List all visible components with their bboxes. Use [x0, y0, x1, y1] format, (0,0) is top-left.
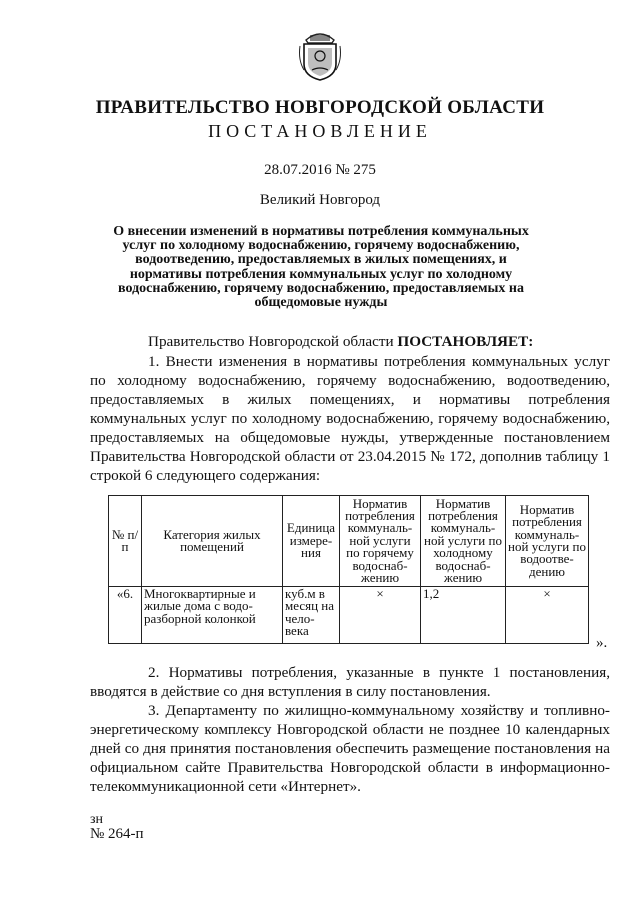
table-row	[109, 587, 589, 644]
coat-of-arms-icon	[296, 26, 344, 82]
table-header-cell: Норматив потребления коммуналь-ной услуги по холодному водоснаб-жению	[421, 496, 506, 587]
table-cell: куб.м в месяц на чело-века	[283, 587, 340, 644]
table-closing-quote: ».	[596, 635, 608, 651]
preamble-text: Правительство Новгородской области	[148, 333, 398, 350]
table-header-cell: № п/п	[109, 496, 142, 587]
table-cell: ×	[340, 587, 421, 644]
table-cell: ×	[506, 587, 589, 644]
paragraph-2: 2. Нормативы потребления, указанные в пункте 1 постановления, вводятся в действие со дня вступления в силу постановления.	[90, 664, 610, 700]
table-cell: 1,2	[421, 587, 506, 644]
table-cell: «6.	[109, 587, 142, 644]
norms-table	[108, 495, 589, 644]
preamble-resolve: ПОСТАНОВЛЯЕТ:	[397, 333, 534, 350]
city: Великий Новгород	[259, 192, 381, 208]
paragraph-1: 1. Внести изменения в нормативы потребления коммунальных услуг по холодному водоснабжению, горячему водоснабжению, водоотведению, предоставляемых в жилых помещениях, и нормативы потребления коммунальных услуг по холодному водоснабжению, горячему водоснабжению, предоставляемых на общедомовые нужды, утвержденные постановлением Правительства Новгородской области от 23.04.2015 № 172, дополнив таблицу 1 строкой 6 следующего содержания:	[90, 353, 610, 484]
footer-marker: зн	[90, 812, 104, 827]
paragraph-3: 3. Департаменту по жилищно-коммунальному хозяйству и топливно-энергетическому комплексу Новгородской области не позднее 10 календарных дней со дня принятия постановления обеспечить размещение постановления на официальном сайте Правительства Новгородской области в информационно-телекоммуникационной сети «Интернет».	[90, 702, 610, 795]
document-date-number: 28.07.2016 № 275	[264, 162, 376, 178]
preamble	[148, 332, 548, 351]
table-header-cell: Норматив потребления коммуналь-ной услуги по горячему водоснаб-жению	[340, 496, 421, 587]
document-subject: О внесении изменений в нормативы потребления коммунальных услуг по холодному водоснабжению, горячему водоснабжению, водоотведению, предоставляемых в жилых помещениях, и нормативы потребления коммунальных услуг по холодному водоснабжению, горячему водоснабжению, предоставляемых на общедомовые нужды	[113, 224, 529, 311]
table-header-row	[109, 496, 589, 587]
table-header-cell: Единица измере-ния	[283, 496, 340, 587]
footer-registration-number: № 264-п	[90, 826, 144, 842]
table-header-cell: Категория жилых помещений	[142, 496, 283, 587]
document-type: ПОСТАНОВЛЕНИЕ	[208, 121, 432, 141]
government-title: ПРАВИТЕЛЬСТВО НОВГОРОДСКОЙ ОБЛАСТИ	[95, 97, 545, 118]
table-header-cell: Норматив потребления коммуналь-ной услуги по водоотве-дению	[506, 496, 589, 587]
table-cell: Многоквартирные и жилые дома с водо-разборной колонкой	[142, 587, 283, 644]
